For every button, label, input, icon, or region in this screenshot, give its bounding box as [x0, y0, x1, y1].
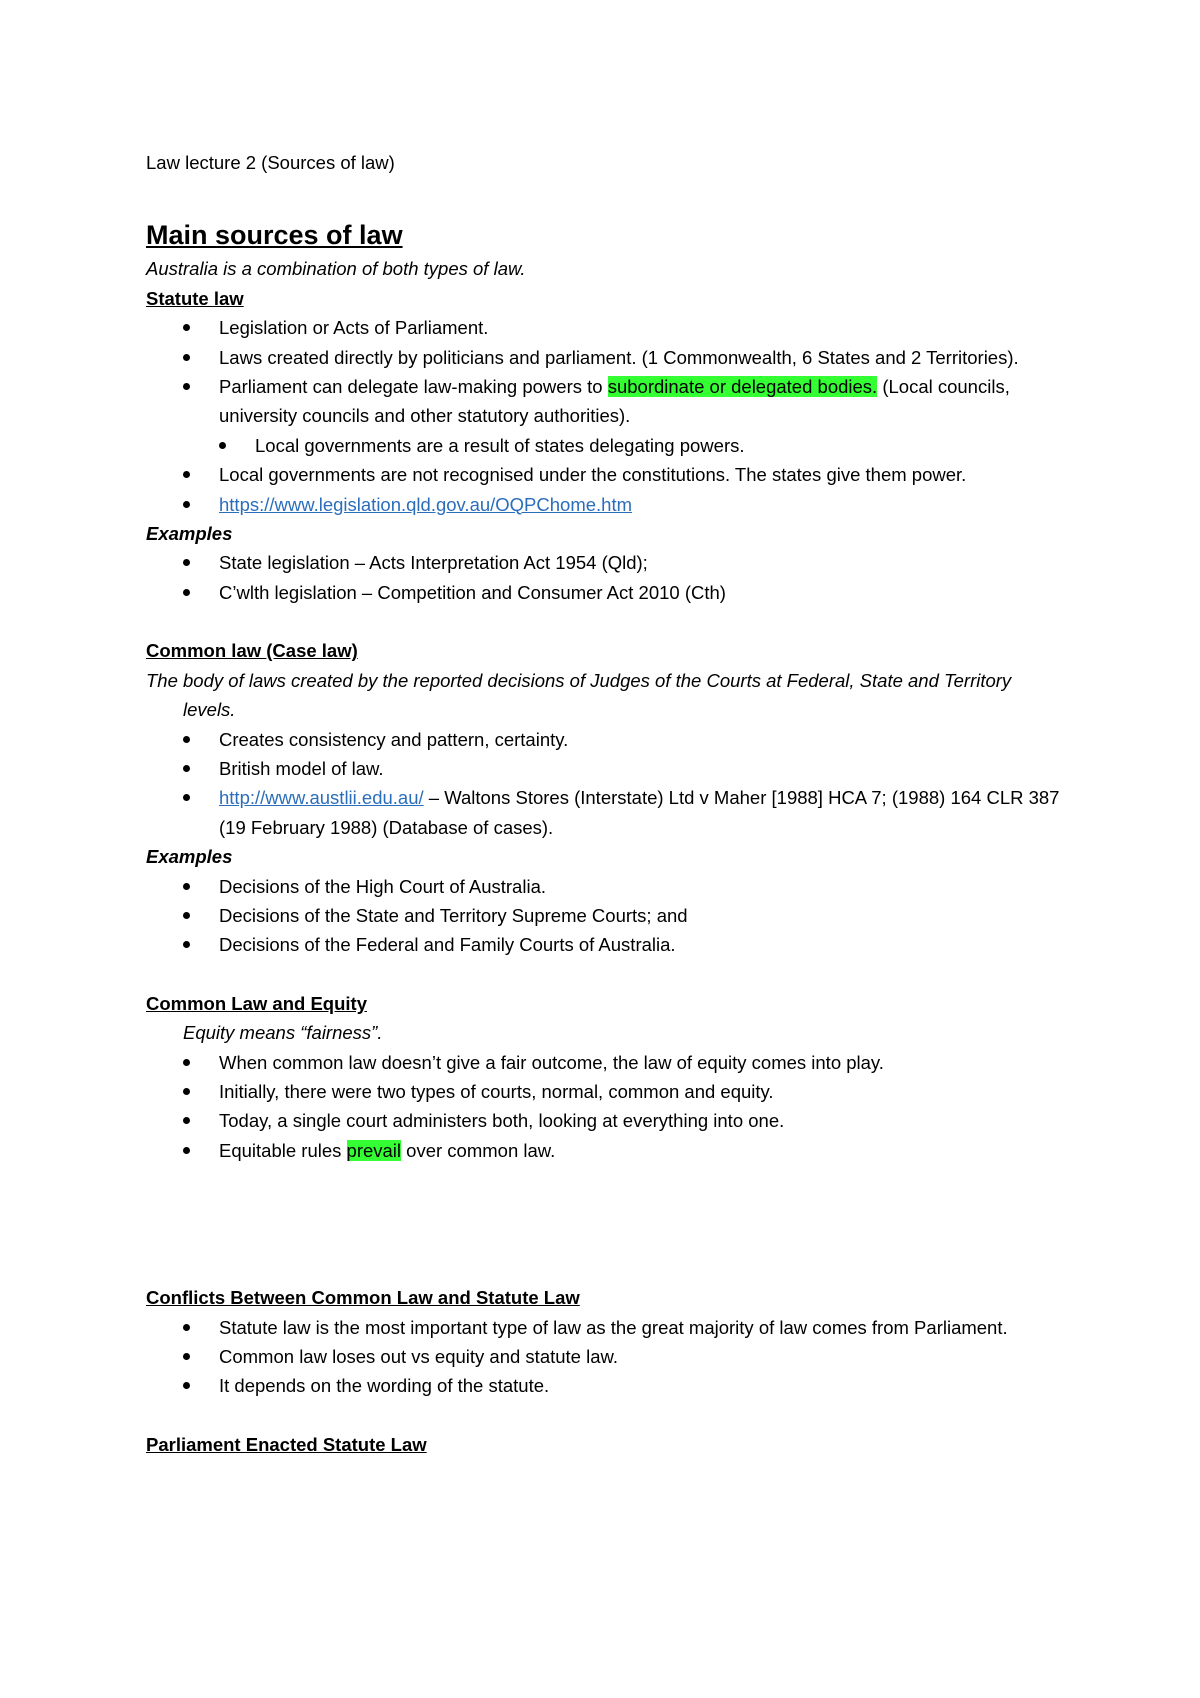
- main-heading: Main sources of law: [146, 220, 403, 251]
- list-item: [146, 1106, 1066, 1135]
- list-item-text: Parliament can delegate law-making powers to: [219, 376, 608, 398]
- list-item-text: Equitable rules: [219, 1139, 347, 1161]
- bullet-icon: [183, 1117, 190, 1124]
- list-item-text: (Local councils, university councils and other statutory authorities).: [219, 376, 1010, 427]
- list-item-text: Decisions of the State and Territory Supreme Courts; and: [219, 904, 688, 926]
- list-item: [146, 754, 1066, 783]
- main-intro: Australia is a combination of both types of law.: [146, 258, 526, 280]
- conflicts-list: [146, 1313, 1066, 1401]
- list-item: [146, 1371, 1066, 1400]
- spacer: [146, 960, 1066, 989]
- bullet-icon: [183, 1059, 190, 1066]
- bullet-icon: [183, 501, 190, 508]
- equity-heading: Common Law and Equity: [146, 992, 367, 1014]
- list-item: [146, 1342, 1066, 1371]
- bullet-icon: [183, 794, 190, 801]
- conflicts-heading: Conflicts Between Common Law and Statute Law: [146, 1287, 580, 1309]
- list-item: [146, 490, 1066, 519]
- list-item: [146, 1313, 1066, 1342]
- spacer: [146, 607, 1066, 636]
- list-item: [146, 1136, 1066, 1165]
- bullet-icon: [183, 912, 190, 919]
- list-item: [146, 313, 1066, 342]
- bullet-icon: [183, 941, 190, 948]
- list-item-text: C’wlth legislation – Competition and Consumer Act 2010 (Cth): [219, 581, 726, 603]
- list-item-text: Initially, there were two types of courts, normal, common and equity.: [219, 1080, 774, 1102]
- bullet-icon: [183, 354, 190, 361]
- list-item: [146, 460, 1066, 489]
- list-item: [146, 1048, 1066, 1077]
- common-law-examples-label: Examples: [146, 846, 233, 868]
- highlighted-text: prevail: [346, 1139, 402, 1161]
- common-law-list: [146, 725, 1066, 843]
- bullet-icon: [183, 1088, 190, 1095]
- list-item-text: State legislation – Acts Interpretation Act 1954 (Qld);: [219, 552, 648, 574]
- list-item: [146, 578, 1066, 607]
- list-item: [146, 725, 1066, 754]
- list-item: [146, 783, 1066, 842]
- bullet-icon: [183, 1147, 190, 1154]
- austlii-link[interactable]: http://www.austlii.edu.au/: [219, 787, 424, 809]
- list-item-text: It depends on the wording of the statute.: [219, 1375, 550, 1397]
- bullet-icon: [183, 1382, 190, 1389]
- equity-intro: Equity means “fairness”.: [183, 1022, 383, 1044]
- list-item-text: Local governments are not recognised under the constitutions. The states give them power.: [219, 464, 967, 486]
- list-item-text: Statute law is the most important type of law as the great majority of law comes from Parliament.: [219, 1316, 1008, 1338]
- list-item: [146, 901, 1066, 930]
- list-item-text: When common law doesn’t give a fair outcome, the law of equity comes into play.: [219, 1051, 884, 1073]
- list-item-text: over common law.: [401, 1139, 556, 1161]
- bullet-icon: [183, 559, 190, 566]
- common-law-intro: The body of laws created by the reported decisions of Judges of the Courts at Federal, State and Territory levels.: [146, 669, 1012, 721]
- statute-examples-list: [146, 548, 1066, 607]
- list-item-text: Creates consistency and pattern, certainty.: [219, 728, 569, 750]
- statute-examples-label: Examples: [146, 523, 233, 545]
- parliament-heading: Parliament Enacted Statute Law: [146, 1433, 427, 1455]
- bullet-icon: [219, 442, 226, 449]
- list-item-text: British model of law.: [219, 757, 384, 779]
- statute-list: [146, 313, 1066, 519]
- bullet-icon: [183, 383, 190, 390]
- list-item: [146, 548, 1066, 577]
- common-law-heading: Common law (Case law): [146, 640, 358, 662]
- list-item-text: Decisions of the High Court of Australia.: [219, 875, 546, 897]
- list-item-text: – Waltons Stores (Interstate) Ltd v Maher [1988] HCA 7; (1988) 164 CLR 387 (19 February 1988) (Database of cases).: [219, 787, 1060, 838]
- list-item-text: Common law loses out vs equity and statute law.: [219, 1346, 618, 1367]
- bullet-icon: [183, 1324, 190, 1331]
- highlighted-text: subordinate or delegated bodies.: [607, 376, 878, 398]
- bullet-icon: [183, 471, 190, 478]
- list-item-text: Today, a single court administers both, looking at everything into one.: [219, 1110, 785, 1132]
- spacer: [146, 1165, 1066, 1283]
- legislation-link[interactable]: https://www.legislation.qld.gov.au/OQPChome.htm: [219, 493, 633, 515]
- bullet-icon: [183, 736, 190, 743]
- list-item: [146, 372, 1066, 431]
- list-item: [146, 1077, 1066, 1106]
- bullet-icon: [183, 589, 190, 596]
- list-item: [146, 343, 1066, 372]
- document-page: [146, 148, 1066, 1459]
- list-item-text: Laws created directly by politicians and parliament. (1 Commonwealth, 6 States and 2 Territories).: [219, 346, 1019, 368]
- bullet-icon: [183, 883, 190, 890]
- list-item-text: Decisions of the Federal and Family Courts of Australia.: [219, 934, 676, 956]
- list-item: [146, 930, 1066, 959]
- equity-list: [146, 1048, 1066, 1166]
- bullet-icon: [183, 765, 190, 772]
- list-item: [146, 872, 1066, 901]
- list-item-text: Local governments are a result of states delegating powers.: [255, 434, 745, 456]
- common-law-examples-list: [146, 872, 1066, 960]
- spacer: [146, 1401, 1066, 1430]
- bullet-icon: [183, 324, 190, 331]
- document-title: Law lecture 2 (Sources of law): [146, 152, 395, 173]
- statute-heading: Statute law: [146, 287, 244, 309]
- list-item-text: Legislation or Acts of Parliament.: [219, 317, 489, 339]
- list-item-sub: [146, 431, 1066, 460]
- bullet-icon: [183, 1353, 190, 1360]
